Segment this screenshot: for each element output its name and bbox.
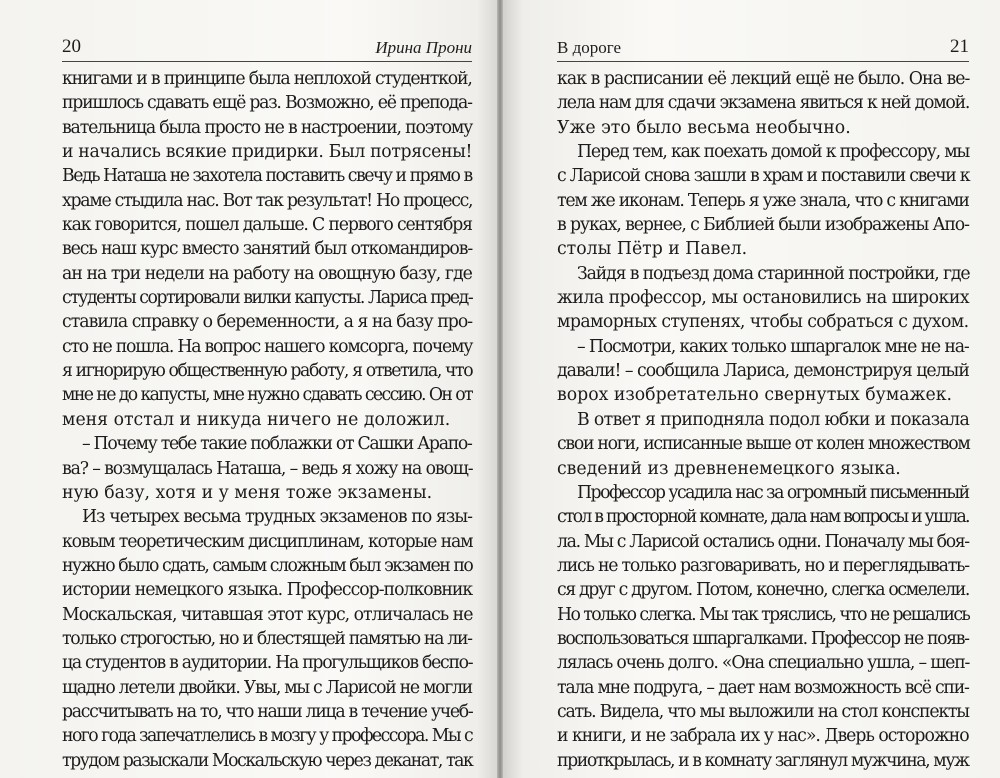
text-line: нужно было сдать, самым сложным был экзамен по (62, 555, 473, 576)
text-line: в руках, вернее, с Библией были изображены Апо- (557, 215, 969, 236)
text-line: – Почему тебе такие поблажки от Сашки Арапо- (82, 434, 472, 455)
running-head-title: В дороге (557, 38, 622, 57)
text-line: Москальская, читавшая этот курс, отличалась не (62, 604, 473, 625)
text-line: мне не до капусты, мне нужно сдавать сессию. Он от (62, 385, 472, 406)
text-line: с Ларисой снова зашли в храм и поставили свечи к (557, 166, 970, 187)
text-line: рассчитывать на то, что наши лица в течение учеб- (62, 701, 473, 722)
text-line: стол в просторной комнате, дала нам вопросы и ушла. (557, 507, 969, 528)
text-line: ан на три недели на работу на овощную базу, где (62, 263, 472, 284)
text-line: – Посмотри, каких только шпаргалок мне не на- (577, 336, 969, 357)
right-page-header (557, 35, 969, 62)
text-line: жила профессор, мы остановились на широких (557, 288, 970, 309)
text-line: ковым теоретическим дисциплинам, которые нам (62, 531, 473, 552)
text-line: лись не только разговаривать, но и переглядывать- (557, 555, 969, 576)
text-line: В ответ я приподняла подол юбки и показала (577, 409, 970, 430)
text-line: свои ноги, исписанные выше от колен множеством (557, 434, 970, 455)
text-line: ла. Мы с Ларисой остались одни. Поначалу мы боя- (557, 531, 969, 552)
text-line: Уже это было весьма необычно. (557, 117, 851, 138)
page-number: 20 (62, 36, 81, 57)
text-line: Но только слегка. Мы так тряслись, что не решались (557, 604, 970, 625)
text-line: воспользоваться шпаргалками. Профессор не появ- (557, 628, 969, 649)
text-line: ворох изобретательно свернутых бумажек. (557, 385, 953, 406)
text-line: меня отстал и никуда ничего не доложил. (62, 409, 451, 430)
text-line: ца студентов в аудитории. На прогульщиков беспо- (62, 653, 473, 674)
text-line: щадно летели двойки. Увы, мы с Ларисой не могли (62, 677, 472, 698)
text-line: как говорится, пошел дальше. С первого сентября (62, 215, 472, 236)
text-line: я игнорирую общественную работу, я ответила, что (62, 361, 473, 382)
text-line: и начались всякие придирки. Был потрясены! (62, 142, 473, 163)
left-page (0, 0, 497, 778)
text-line: храме стыдила нас. Вот так результат! Но процесс, (62, 190, 473, 211)
text-line: приоткрылась, и в комнату заглянул мужчина, муж (557, 750, 969, 771)
text-line: только строгостью, но и блестящей памятью на ли- (62, 628, 472, 649)
text-line: студенты сортировали вилки капусты. Лариса пред- (62, 288, 473, 309)
left-page-header (62, 35, 472, 62)
text-line: пришлось сдавать ещё раз. Возможно, её препода- (62, 93, 472, 114)
running-head-author: Ирина Прони (375, 38, 472, 57)
text-line: сто не пошла. На вопрос нашего комсорга, почему (62, 336, 473, 357)
text-line: Зайдя в подъезд дома старинной постройки, где (577, 263, 970, 284)
page-number: 21 (950, 36, 969, 57)
text-line: книгами и в принципе была неплохой студенткой, (62, 69, 472, 89)
text-line: весь наш курс вместо занятий был откомандиров- (62, 239, 473, 260)
right-page-body-text (557, 67, 969, 773)
text-line: давали! – сообщила Лариса, демонстрируя целый (557, 361, 969, 382)
text-line: ставила справку о беременности, а я на базу про- (62, 312, 473, 333)
text-line: столы Пётр и Павел. (557, 239, 748, 260)
text-line: лела нам для сдачи экзамена явиться к ней домой. (557, 93, 970, 114)
text-line: и книги, и не забрала их у нас». Дверь осторожно (557, 726, 969, 747)
text-line: Из четырех весьма трудных экзаменов по язы- (82, 507, 473, 528)
text-line: тем же иконам. Теперь я уже знала, что с книгами (557, 190, 969, 211)
text-line: лялась очень долго. «Она специально ушла, – шеп- (557, 653, 970, 674)
text-line: Перед тем, как поехать домой к профессору, мы (577, 142, 970, 163)
text-line: как в расписании её лекций ещё не было. Она ве- (557, 69, 970, 89)
text-line: трудом разыскали Москальскую через деканат, так (62, 750, 473, 771)
text-line: тала мне подруга, – дает нам возможность всё спи- (557, 677, 969, 698)
right-page (503, 0, 1000, 778)
text-line: сведений из древненемецкого языка. (557, 458, 901, 479)
left-page-body-text (62, 67, 472, 773)
text-line: Ведь Наташа не захотела поставить свечу и прямо в (62, 166, 472, 187)
text-line: ва? – возмущалась Наташа, – ведь я хожу на овощ- (62, 458, 473, 479)
text-line: сать. Видела, что мы выложили на стол конспекты (557, 701, 969, 722)
text-line: ся друг с другом. Потом, конечно, слегка осмелели. (557, 580, 970, 601)
text-line: истории немецкого языка. Профессор-полковник (62, 580, 473, 601)
text-line: ного года запечатлелись в мозгу у профессора. Мы с (62, 726, 473, 747)
text-line: Профессор усадила нас за огромный письменный (577, 482, 969, 503)
text-line: мраморных ступенях, чтобы собраться с духом. (557, 312, 969, 333)
text-line: вательница была просто не в настроении, поэтому (62, 117, 473, 138)
text-line: ную базу, хотя и у меня тоже экзамены. (62, 482, 433, 503)
